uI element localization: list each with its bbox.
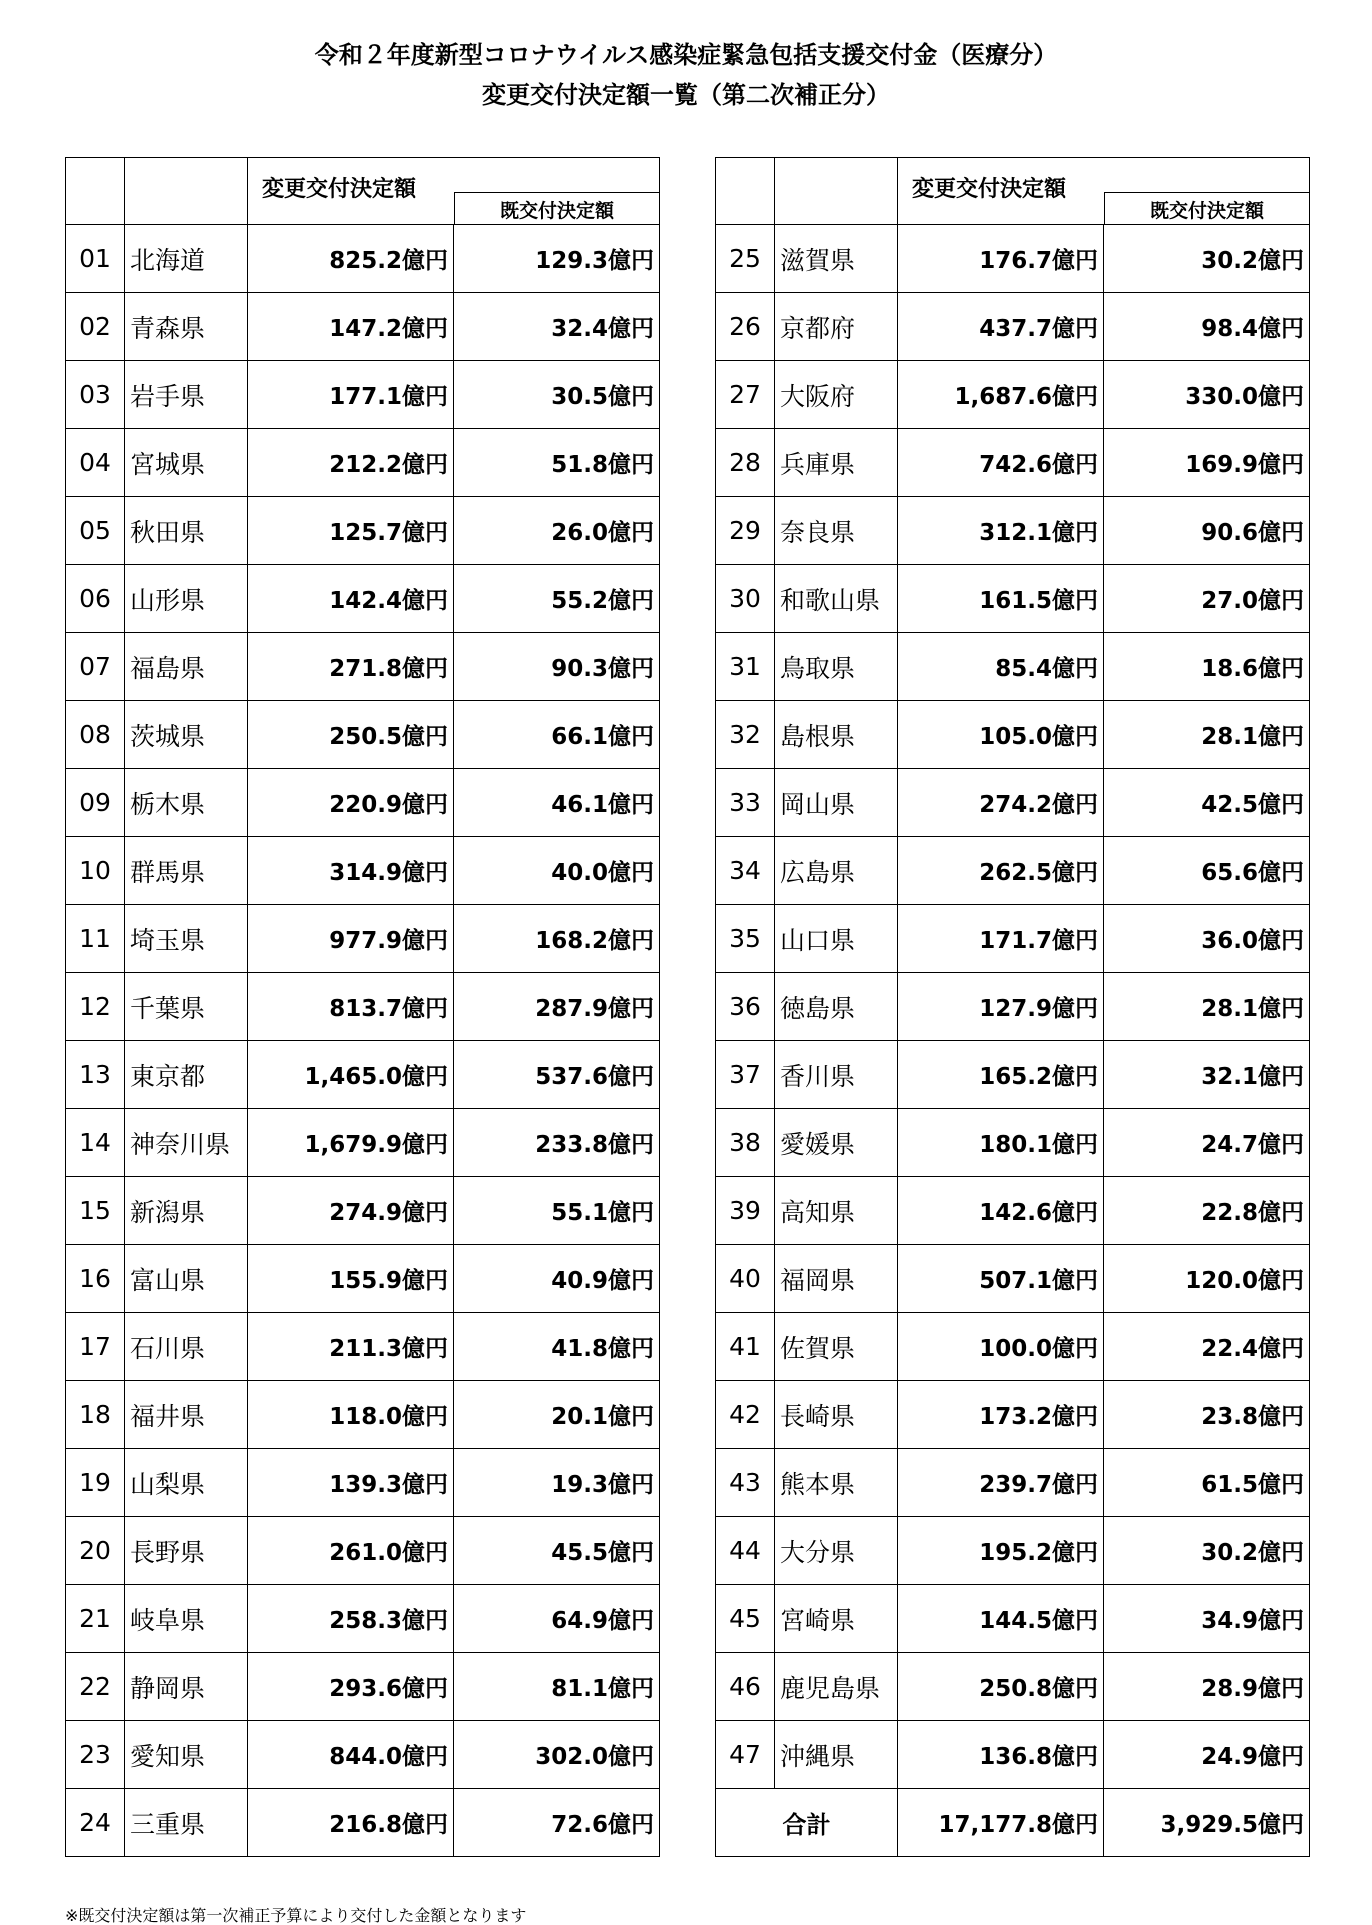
row-number: 03 (66, 361, 125, 429)
previous-amount: 30.2億円 (1104, 1517, 1310, 1585)
previous-amount: 24.9億円 (1104, 1721, 1310, 1789)
prefecture-name: 福岡県 (775, 1245, 898, 1313)
table-row (716, 565, 1310, 633)
prefecture-name: 三重県 (125, 1789, 248, 1857)
previous-amount: 55.2億円 (454, 565, 660, 633)
table-row (66, 429, 660, 497)
table-row (716, 769, 1310, 837)
prefecture-name: 滋賀県 (775, 225, 898, 293)
table-row (716, 905, 1310, 973)
previous-amount: 22.4億円 (1104, 1313, 1310, 1381)
row-number: 14 (66, 1109, 125, 1177)
prefecture-name: 熊本県 (775, 1449, 898, 1517)
changed-amount: 312.1億円 (898, 497, 1104, 565)
table-row (66, 1313, 660, 1381)
table-row (716, 1381, 1310, 1449)
row-number: 39 (716, 1177, 775, 1245)
row-number: 31 (716, 633, 775, 701)
prefecture-name: 高知県 (775, 1177, 898, 1245)
previous-amount: 537.6億円 (454, 1041, 660, 1109)
changed-amount: 274.2億円 (898, 769, 1104, 837)
previous-amount: 23.8億円 (1104, 1381, 1310, 1449)
row-number: 10 (66, 837, 125, 905)
prefecture-name: 沖縄県 (775, 1721, 898, 1789)
row-number: 37 (716, 1041, 775, 1109)
previous-amount: 81.1億円 (454, 1653, 660, 1721)
changed-amount: 125.7億円 (248, 497, 454, 565)
table-row (716, 1517, 1310, 1585)
previous-amount: 32.4億円 (454, 293, 660, 361)
row-number: 13 (66, 1041, 125, 1109)
prefecture-name: 神奈川県 (125, 1109, 248, 1177)
row-number: 33 (716, 769, 775, 837)
previous-amount: 26.0億円 (454, 497, 660, 565)
prefecture-name: 新潟県 (125, 1177, 248, 1245)
row-number: 20 (66, 1517, 125, 1585)
header-name-cell (125, 158, 248, 225)
row-number: 19 (66, 1449, 125, 1517)
table-row (716, 1109, 1310, 1177)
prefecture-name: 愛知県 (125, 1721, 248, 1789)
changed-amount: 144.5億円 (898, 1585, 1104, 1653)
previous-amount: 129.3億円 (454, 225, 660, 293)
table-row (66, 225, 660, 293)
prefecture-name: 秋田県 (125, 497, 248, 565)
table-row (66, 1585, 660, 1653)
row-number: 07 (66, 633, 125, 701)
table-row (66, 633, 660, 701)
prefecture-name: 長崎県 (775, 1381, 898, 1449)
prefecture-name: 宮城県 (125, 429, 248, 497)
table-row (716, 1313, 1310, 1381)
prefecture-name: 佐賀県 (775, 1313, 898, 1381)
previous-amount: 64.9億円 (454, 1585, 660, 1653)
table-row (66, 1245, 660, 1313)
row-number: 25 (716, 225, 775, 293)
table-row (66, 1721, 660, 1789)
changed-amount: 216.8億円 (248, 1789, 454, 1857)
prefecture-name: 栃木県 (125, 769, 248, 837)
previous-amount: 42.5億円 (1104, 769, 1310, 837)
changed-amount: 250.5億円 (248, 701, 454, 769)
prefecture-name: 富山県 (125, 1245, 248, 1313)
prefecture-name: 北海道 (125, 225, 248, 293)
changed-amount: 293.6億円 (248, 1653, 454, 1721)
prefecture-name: 宮崎県 (775, 1585, 898, 1653)
table-row (716, 1721, 1310, 1789)
row-number: 09 (66, 769, 125, 837)
table-row (66, 769, 660, 837)
row-number: 21 (66, 1585, 125, 1653)
row-number: 05 (66, 497, 125, 565)
prefecture-name: 山口県 (775, 905, 898, 973)
changed-amount: 100.0億円 (898, 1313, 1104, 1381)
previous-amount: 302.0億円 (454, 1721, 660, 1789)
header-no-cell (716, 158, 775, 225)
row-number: 30 (716, 565, 775, 633)
changed-amount: 742.6億円 (898, 429, 1104, 497)
prefecture-name: 長野県 (125, 1517, 248, 1585)
changed-amount: 211.3億円 (248, 1313, 454, 1381)
row-number: 42 (716, 1381, 775, 1449)
previous-amount: 22.8億円 (1104, 1177, 1310, 1245)
table-row (66, 293, 660, 361)
table-row (66, 837, 660, 905)
page-subtitle: 変更交付決定額一覧（第二次補正分） (482, 81, 890, 109)
total-label: 合計 (716, 1789, 898, 1857)
previous-amount: 120.0億円 (1104, 1245, 1310, 1313)
row-number: 43 (716, 1449, 775, 1517)
row-number: 16 (66, 1245, 125, 1313)
table-row (716, 1177, 1310, 1245)
prefecture-name: 山形県 (125, 565, 248, 633)
changed-amount: 437.7億円 (898, 293, 1104, 361)
prefecture-name: 福島県 (125, 633, 248, 701)
previous-amount: 40.9億円 (454, 1245, 660, 1313)
previous-amount: 27.0億円 (1104, 565, 1310, 633)
previous-amount: 51.8億円 (454, 429, 660, 497)
previous-amount: 90.3億円 (454, 633, 660, 701)
previous-amount: 30.5億円 (454, 361, 660, 429)
prefecture-name: 岐阜県 (125, 1585, 248, 1653)
previous-amount: 46.1億円 (454, 769, 660, 837)
prefecture-name: 福井県 (125, 1381, 248, 1449)
row-number: 26 (716, 293, 775, 361)
previous-amount: 233.8億円 (454, 1109, 660, 1177)
table-row (716, 1653, 1310, 1721)
previous-amount: 28.9億円 (1104, 1653, 1310, 1721)
table-row (66, 1109, 660, 1177)
prefecture-name: 茨城県 (125, 701, 248, 769)
changed-amount: 136.8億円 (898, 1721, 1104, 1789)
total-previous: 3,929.5億円 (1104, 1789, 1310, 1857)
prefecture-name: 徳島県 (775, 973, 898, 1041)
table-row (716, 1585, 1310, 1653)
row-number: 06 (66, 565, 125, 633)
previous-amount: 30.2億円 (1104, 225, 1310, 293)
row-number: 35 (716, 905, 775, 973)
changed-amount: 85.4億円 (898, 633, 1104, 701)
table-row (716, 429, 1310, 497)
table-row (716, 1245, 1310, 1313)
changed-amount: 171.7億円 (898, 905, 1104, 973)
header-no-cell (66, 158, 125, 225)
previous-amount: 34.9億円 (1104, 1585, 1310, 1653)
previous-amount: 168.2億円 (454, 905, 660, 973)
header-amount-cell (248, 158, 660, 225)
previous-amount: 72.6億円 (454, 1789, 660, 1857)
changed-amount: 274.9億円 (248, 1177, 454, 1245)
row-number: 27 (716, 361, 775, 429)
table-row (66, 361, 660, 429)
header-previous-label: 既交付決定額 (454, 192, 659, 224)
changed-amount: 1,679.9億円 (248, 1109, 454, 1177)
header-amount-label: 変更交付決定額 (262, 177, 417, 202)
prefecture-name: 兵庫県 (775, 429, 898, 497)
prefecture-name: 鳥取県 (775, 633, 898, 701)
row-number: 28 (716, 429, 775, 497)
changed-amount: 118.0億円 (248, 1381, 454, 1449)
prefecture-name: 広島県 (775, 837, 898, 905)
table-row (66, 497, 660, 565)
previous-amount: 98.4億円 (1104, 293, 1310, 361)
previous-amount: 28.1億円 (1104, 973, 1310, 1041)
changed-amount: 212.2億円 (248, 429, 454, 497)
changed-amount: 813.7億円 (248, 973, 454, 1041)
table-row (716, 701, 1310, 769)
row-number: 22 (66, 1653, 125, 1721)
row-number: 15 (66, 1177, 125, 1245)
changed-amount: 261.0億円 (248, 1517, 454, 1585)
previous-amount: 65.6億円 (1104, 837, 1310, 905)
changed-amount: 155.9億円 (248, 1245, 454, 1313)
table-row (66, 1449, 660, 1517)
prefecture-name: 青森県 (125, 293, 248, 361)
row-number: 32 (716, 701, 775, 769)
prefecture-name: 奈良県 (775, 497, 898, 565)
changed-amount: 220.9億円 (248, 769, 454, 837)
prefecture-name: 岡山県 (775, 769, 898, 837)
changed-amount: 314.9億円 (248, 837, 454, 905)
row-number: 18 (66, 1381, 125, 1449)
row-number: 23 (66, 1721, 125, 1789)
previous-amount: 32.1億円 (1104, 1041, 1310, 1109)
row-number: 36 (716, 973, 775, 1041)
changed-amount: 262.5億円 (898, 837, 1104, 905)
changed-amount: 142.4億円 (248, 565, 454, 633)
header-amount-label: 変更交付決定額 (912, 177, 1067, 202)
changed-amount: 176.7億円 (898, 225, 1104, 293)
prefecture-name: 愛媛県 (775, 1109, 898, 1177)
previous-amount: 19.3億円 (454, 1449, 660, 1517)
table-row (716, 837, 1310, 905)
table-row (66, 973, 660, 1041)
table-row (716, 361, 1310, 429)
changed-amount: 1,687.6億円 (898, 361, 1104, 429)
table-row (716, 1449, 1310, 1517)
row-number: 17 (66, 1313, 125, 1381)
row-number: 04 (66, 429, 125, 497)
table-row (716, 293, 1310, 361)
table-header-row (66, 158, 660, 225)
row-number: 34 (716, 837, 775, 905)
previous-amount: 55.1億円 (454, 1177, 660, 1245)
table-row (66, 1789, 660, 1857)
prefecture-name: 大分県 (775, 1517, 898, 1585)
row-number: 02 (66, 293, 125, 361)
table-row (716, 225, 1310, 293)
table-row (66, 565, 660, 633)
previous-amount: 28.1億円 (1104, 701, 1310, 769)
row-number: 44 (716, 1517, 775, 1585)
changed-amount: 177.1億円 (248, 361, 454, 429)
previous-amount: 169.9億円 (1104, 429, 1310, 497)
changed-amount: 142.6億円 (898, 1177, 1104, 1245)
changed-amount: 250.8億円 (898, 1653, 1104, 1721)
changed-amount: 258.3億円 (248, 1585, 454, 1653)
table-row (716, 633, 1310, 701)
table-row (66, 1041, 660, 1109)
changed-amount: 1,465.0億円 (248, 1041, 454, 1109)
previous-amount: 20.1億円 (454, 1381, 660, 1449)
header-amount-cell (898, 158, 1310, 225)
changed-amount: 195.2億円 (898, 1517, 1104, 1585)
prefecture-name: 島根県 (775, 701, 898, 769)
changed-amount: 147.2億円 (248, 293, 454, 361)
prefecture-name: 千葉県 (125, 973, 248, 1041)
total-amount: 17,177.8億円 (898, 1789, 1104, 1857)
row-number: 40 (716, 1245, 775, 1313)
row-number: 46 (716, 1653, 775, 1721)
header-name-cell (775, 158, 898, 225)
footnote: ※既交付決定額は第一次補正予算により交付した金額となります (65, 1906, 527, 1925)
table-row (66, 905, 660, 973)
table-row (716, 973, 1310, 1041)
row-number: 12 (66, 973, 125, 1041)
row-number: 11 (66, 905, 125, 973)
row-number: 29 (716, 497, 775, 565)
previous-amount: 66.1億円 (454, 701, 660, 769)
table-row (716, 497, 1310, 565)
table-row (66, 1381, 660, 1449)
changed-amount: 161.5億円 (898, 565, 1104, 633)
previous-amount: 40.0億円 (454, 837, 660, 905)
prefecture-name: 東京都 (125, 1041, 248, 1109)
previous-amount: 41.8億円 (454, 1313, 660, 1381)
changed-amount: 165.2億円 (898, 1041, 1104, 1109)
right-table (715, 157, 1310, 1857)
previous-amount: 330.0億円 (1104, 361, 1310, 429)
previous-amount: 24.7億円 (1104, 1109, 1310, 1177)
row-number: 24 (66, 1789, 125, 1857)
prefecture-name: 大阪府 (775, 361, 898, 429)
table-row (716, 1041, 1310, 1109)
table-row (66, 1653, 660, 1721)
previous-amount: 36.0億円 (1104, 905, 1310, 973)
changed-amount: 844.0億円 (248, 1721, 454, 1789)
changed-amount: 180.1億円 (898, 1109, 1104, 1177)
prefecture-name: 静岡県 (125, 1653, 248, 1721)
row-number: 08 (66, 701, 125, 769)
header-previous-label: 既交付決定額 (1104, 192, 1309, 224)
table-row (66, 1517, 660, 1585)
changed-amount: 507.1億円 (898, 1245, 1104, 1313)
changed-amount: 977.9億円 (248, 905, 454, 973)
prefecture-name: 岩手県 (125, 361, 248, 429)
prefecture-name: 山梨県 (125, 1449, 248, 1517)
previous-amount: 45.5億円 (454, 1517, 660, 1585)
prefecture-name: 京都府 (775, 293, 898, 361)
table-row (66, 701, 660, 769)
total-row (716, 1789, 1310, 1857)
row-number: 01 (66, 225, 125, 293)
row-number: 38 (716, 1109, 775, 1177)
prefecture-name: 埼玉県 (125, 905, 248, 973)
previous-amount: 18.6億円 (1104, 633, 1310, 701)
changed-amount: 127.9億円 (898, 973, 1104, 1041)
changed-amount: 139.3億円 (248, 1449, 454, 1517)
row-number: 41 (716, 1313, 775, 1381)
changed-amount: 173.2億円 (898, 1381, 1104, 1449)
previous-amount: 61.5億円 (1104, 1449, 1310, 1517)
changed-amount: 239.7億円 (898, 1449, 1104, 1517)
page-title: 令和２年度新型コロナウイルス感染症緊急包括支援交付金（医療分） (314, 41, 1058, 69)
left-table (65, 157, 660, 1857)
previous-amount: 90.6億円 (1104, 497, 1310, 565)
prefecture-name: 群馬県 (125, 837, 248, 905)
changed-amount: 271.8億円 (248, 633, 454, 701)
changed-amount: 825.2億円 (248, 225, 454, 293)
prefecture-name: 和歌山県 (775, 565, 898, 633)
row-number: 47 (716, 1721, 775, 1789)
row-number: 45 (716, 1585, 775, 1653)
prefecture-name: 香川県 (775, 1041, 898, 1109)
previous-amount: 287.9億円 (454, 973, 660, 1041)
changed-amount: 105.0億円 (898, 701, 1104, 769)
prefecture-name: 石川県 (125, 1313, 248, 1381)
prefecture-name: 鹿児島県 (775, 1653, 898, 1721)
table-header-row (716, 158, 1310, 225)
table-row (66, 1177, 660, 1245)
